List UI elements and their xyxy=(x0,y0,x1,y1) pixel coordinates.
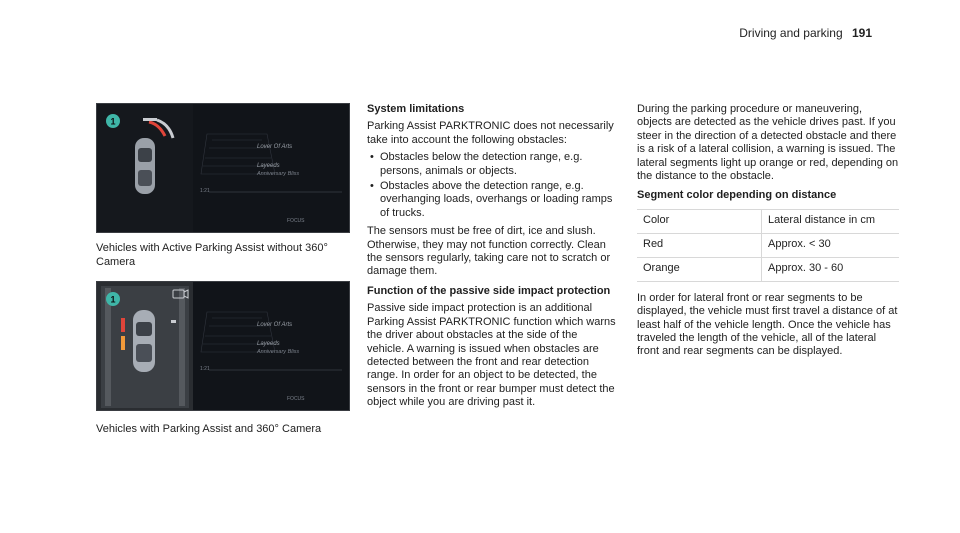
track-title: Lover Of Arts xyxy=(257,322,293,328)
figure-1-caption: Vehicles with Active Parking Assist without 360° Camera xyxy=(96,242,328,268)
track-album: Anniversary Bliss xyxy=(257,349,300,355)
page-number: 191 xyxy=(851,26,872,40)
parking-display-screenshot-2 xyxy=(96,281,350,411)
section-title: Driving and parking xyxy=(739,26,843,40)
page-header xyxy=(739,26,872,40)
sensor-cleaning-paragraph: The sensors must be free of dirt, ice and slush. Otherwise, they may not function correctly. Clean the sensors regularly, taking care not to scratch or damage them. xyxy=(367,225,611,278)
closing-paragraph: In order for lateral front or rear segments to be displayed, the vehicle must first travel a distance of at least half of the vehicle length. Once the vehicle has traveled the length of the vehicle, all of the lateral front and rear segments can be displayed. xyxy=(637,291,898,358)
maneuvering-paragraph: During the parking procedure or maneuvering, objects are detected as the vehicle drives past. If you steer in the direction of a detected obstacle and there is a risk of a lateral collision, a warning is issued. The lateral segments light up orange or red, depending on the distance to the obstacle. xyxy=(637,103,899,183)
system-limitations-intro: Parking Assist PARKTRONIC does not necessarily take into account the following obstacles: xyxy=(367,120,614,146)
list-item: • Obstacles below the detection range, e.g. persons, animals or objects. xyxy=(367,151,617,178)
table-row xyxy=(637,257,899,281)
list-item: • Obstacles above the detection range, e.g. overhanging loads, overhangs or loading ramps of trucks. xyxy=(367,180,617,220)
table-cell: Red xyxy=(637,233,762,257)
table-cell: Approx. 30 - 60 xyxy=(762,257,900,281)
table-row xyxy=(637,233,899,257)
right-column xyxy=(637,103,899,363)
track-time: 1:21 xyxy=(200,366,210,372)
column-header-color: Color xyxy=(637,209,762,233)
car-top-view-icon xyxy=(133,310,155,372)
track-time: 1:21 xyxy=(200,188,210,194)
callout-1-label: 1 xyxy=(110,116,116,127)
track-title: Lover Of Arts xyxy=(257,144,293,150)
middle-column xyxy=(367,103,617,414)
segment-color-table xyxy=(637,209,899,282)
column-header-distance: Lateral distance in cm xyxy=(762,209,900,233)
focus-label: FOCUS xyxy=(287,218,305,224)
table-header-row xyxy=(637,209,899,233)
passive-side-paragraph: Passive side impact protection is an additional Parking Assist PARKTRONIC function which warns the driver about obstacles at the side of the vehicle. A warning is issued when obstacles are detected between the front and rear detection range. In order for an object to be detected, the sensors in the front or rear bumper must detect the object while you are driving past it. xyxy=(367,302,616,409)
track-album: Anniversary Bliss xyxy=(257,171,300,177)
track-artist: Layeeds xyxy=(257,163,280,169)
system-limitations-heading: System limitations xyxy=(367,103,465,115)
table-cell: Approx. < 30 xyxy=(762,233,900,257)
table-cell: Orange xyxy=(637,257,762,281)
parking-display-screenshot-1 xyxy=(96,103,350,233)
segment-color-heading: Segment color depending on distance xyxy=(637,189,837,202)
track-artist: Layeeds xyxy=(257,341,280,347)
passive-side-heading: Function of the passive side impact protection xyxy=(367,284,611,297)
obstacle-list xyxy=(367,151,617,220)
focus-label: FOCUS xyxy=(287,396,305,402)
figure-2-caption: Vehicles with Parking Assist and 360° Camera xyxy=(96,423,322,435)
callout-1-label: 1 xyxy=(110,294,116,305)
parked-car-icon xyxy=(135,138,155,194)
